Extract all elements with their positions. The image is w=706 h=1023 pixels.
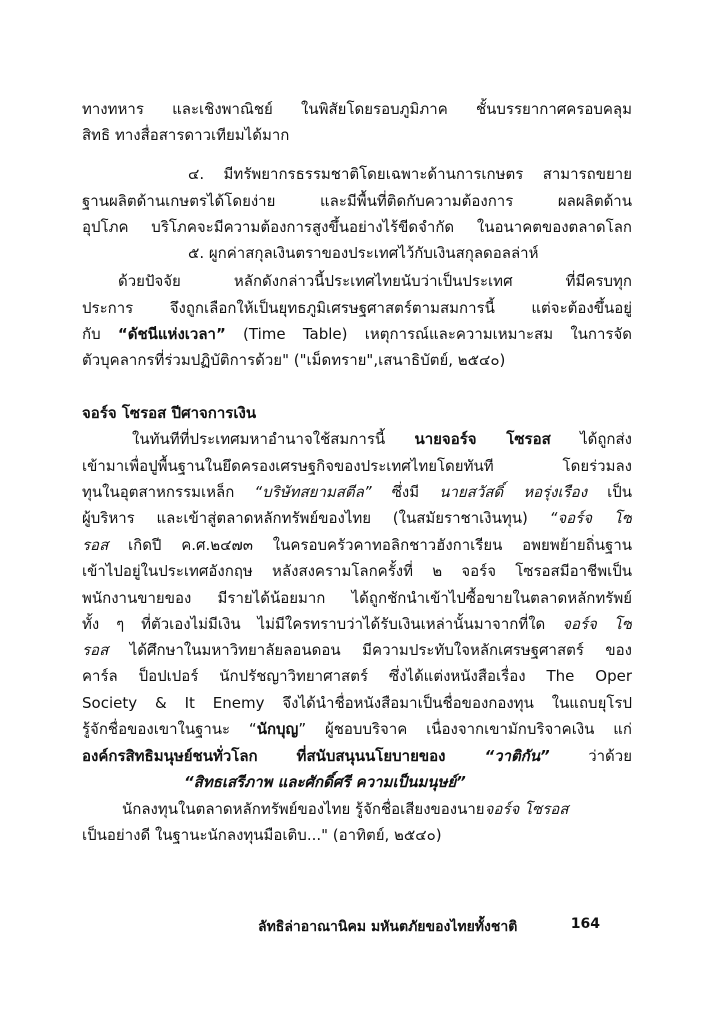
body-text-line: เข้าไปอยู่ในประเทศอังกฤษ หลังสงครามโลกครั้งที่ ๒ จอร์จ โซรอสมีอาชีพเป็น: [82, 562, 632, 580]
text-span: ” ผู้ชอบบริจาค เนื่องจากเขามักบริจาคเงิน แก่: [298, 720, 632, 738]
body-text-line: [82, 745, 632, 769]
person-name: รอส: [82, 536, 109, 554]
saint-term: นักบุญ: [256, 720, 299, 738]
body-text-line: [82, 639, 632, 663]
person-name: นายสวัสดิ์ หอรุ่งเรือง: [439, 483, 588, 501]
text-span: ในทันทีที่ประเทศมหาอำนาจใช้สมการนี้: [132, 430, 415, 448]
text-span: รู้จักชื่อของเขาในฐานะ “: [82, 720, 257, 738]
body-text-line: อุปโภค บริโภคจะมีความต้องการสูงขึ้นอย่างไร้ขีดจำกัด ในอนาคตของตลาดโลก: [82, 218, 632, 236]
body-text-line: [82, 507, 632, 531]
body-text-line: คาร์ล ป็อปเปอร์ นักปรัชญาวิทยาศาสตร์ ซึ่งได้แต่งหนังสือเรื่อง The Oper: [82, 667, 632, 685]
time-table-term: “ดัชนีแห่งเวลา”: [117, 325, 226, 343]
body-text-line: ฐานผลิตด้านเกษตรได้โดยง่าย และมีพื้นที่ติดกับความต้องการ ผลผลิตด้าน: [82, 192, 632, 210]
body-text-line: Society & It Enemy จึงได้นำชื่อหนังสือมาเป็นชื่อของกองทุน ในแถบยุโรป: [82, 694, 632, 712]
body-text-line: เข้ามาเพื่อปูพื้นฐานในยึดครองเศรษฐกิจของประเทศไทยโดยทันที โดยร่วมลง: [82, 457, 632, 475]
text-span: กับ: [82, 325, 118, 343]
body-text-line: สิทธิ ทางสื่อสารดาวเทียมได้มาก: [82, 126, 290, 144]
body-text-line: ประการ จึงถูกเลือกให้เป็นยุทธภูมิเศรษฐศาสตร์ตามสมการนี้ แต่จะต้องขึ้นอยู่: [82, 299, 632, 317]
text-span: นักลงทุนในตลาดหลักทรัพย์ของไทย รู้จักชื่อเสียงของนาย: [122, 800, 485, 818]
body-text-line: [82, 481, 632, 505]
text-span: ซึ่งมี: [371, 483, 440, 501]
body-text-line: ด้วยปัจจัย หลักดังกล่าวนี้ประเทศไทยนับว่าเป็นประเทศ ที่มีครบทุก: [118, 272, 632, 290]
text-span: เป็น: [587, 483, 632, 501]
body-text-line: [82, 613, 632, 637]
list-item-4: ๔. มีทรัพยากรธรรมชาติโดยเฉพาะด้านการเกษตร สามารถขยาย: [188, 165, 632, 183]
company-name: “บริษัทสยามสตีล”: [254, 483, 372, 501]
body-text-line: [82, 323, 632, 347]
citation-line: ตัวบุคลากรที่ร่วมปฏิบัติการด้วย" ("เม็ดทราย",เสนาธิบัตย์, ๒๕๔๐): [82, 351, 506, 369]
organization-name: องค์กรสิทธิมนุษย์ชนทั่วโลก ที่สนับสนุนนโยบายของ: [82, 747, 485, 765]
list-item-5: ๕. ผูกค่าสกุลเงินตราของประเทศไว้กับเงินสกุลดอลล่าห์: [188, 244, 539, 262]
body-text-line: [82, 718, 632, 742]
body-text-line: พนักงานขายของ มีรายได้น้อยมาก ได้ถูกชักนำเข้าไปซื้อขายในตลาดหลักทรัพย์: [82, 589, 632, 607]
person-name: จอร์จ โซรอส: [484, 800, 569, 818]
text-span: ทุนในอุตสาหกรรมเหล็ก: [82, 483, 255, 501]
body-text-line: ทางทหาร และเชิงพาณิชย์ ในพิสัยโดยรอบภูมิภาค ชั้นบรรยากาศครอบคลุม: [82, 100, 632, 118]
book-title: ลัทธิล่าอาณานิคม มหันตภัยของไทยทั้งชาติ: [258, 919, 518, 935]
vatican-term: “วาติกัน”: [484, 747, 550, 765]
text-span: ได้ศึกษาในมหาวิทยาลัยลอนดอน มีความประทับใจหลักเศรษฐศาสตร์ ของ: [108, 641, 632, 659]
person-name: จอร์จ โซ: [562, 615, 632, 633]
body-text-line: [122, 798, 632, 822]
body-text-line: [132, 428, 632, 452]
body-text-line: [82, 534, 632, 558]
person-name: รอส: [82, 641, 109, 659]
text-span: เกิดปี ค.ศ.๒๔๗๓ ในครอบครัวคาทอลิกชาวฮังกาเรียน อพยพย้ายถิ่นฐาน: [108, 536, 632, 554]
citation-line: เป็นอย่างดี ในฐานะนักลงทุนมือเติบ..." (อาทิตย์, ๒๕๔๐): [82, 826, 442, 844]
section-heading: จอร์จ โซรอส ปีศาจการเงิน: [82, 404, 257, 422]
page-number: 164: [570, 916, 600, 932]
text-span: (Time Table) เหตุการณ์และความเหมาะสม ในการจัด: [225, 325, 632, 343]
text-span: ผู้บริหาร และเข้าสู่ตลาดหลักทรัพย์ของไทย (ในสมัยราชาเงินทุน): [82, 509, 550, 527]
person-name: “จอร์จ โซ: [549, 509, 632, 527]
quoted-principle: “สิทธเสรีภาพ และศักดิ์ศรี ความเป็นมนุษย์”: [184, 773, 466, 791]
text-span: ทั้ง ๆ ที่ตัวเองไม่มีเงิน ไม่มีใครทราบว่าได้รับเงินเหล่านั้นมาจากที่ใด: [82, 615, 563, 633]
text-span: ว่าด้วย: [549, 747, 632, 765]
person-name: นายจอร์จ โซรอส: [414, 430, 551, 448]
text-span: ได้ถูกส่ง: [550, 430, 632, 448]
